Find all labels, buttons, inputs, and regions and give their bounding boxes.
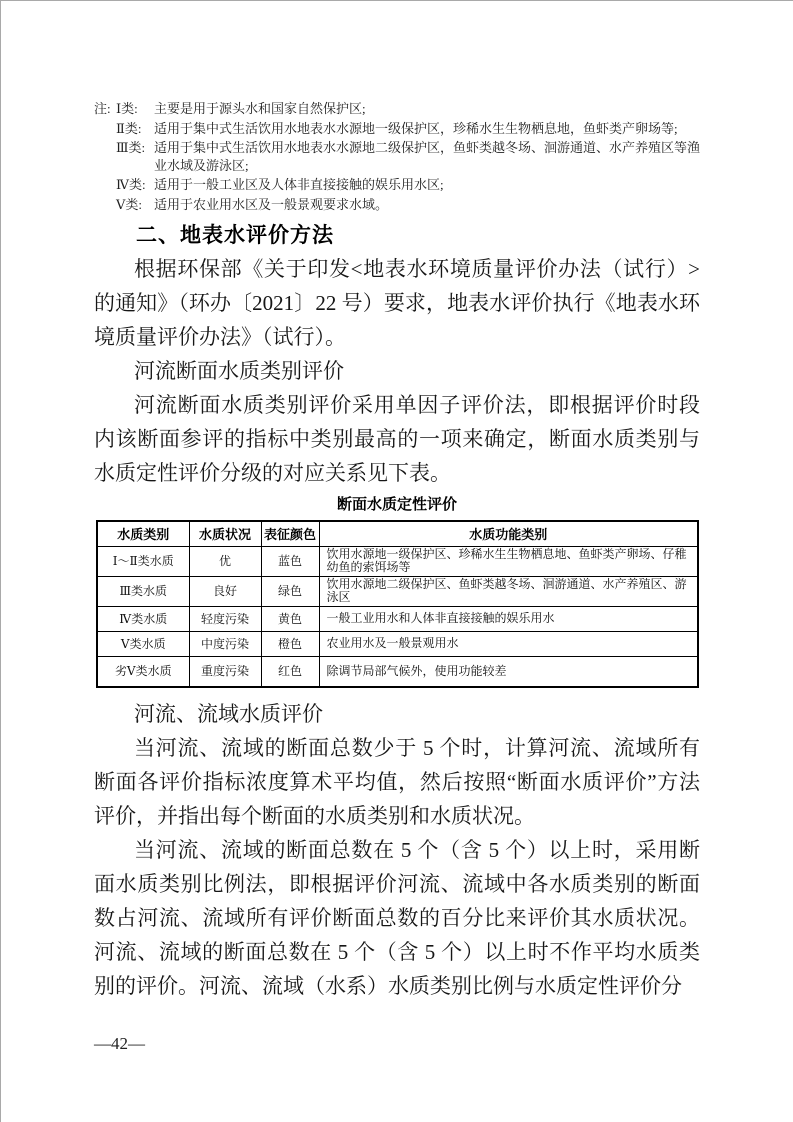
cell-status: 良好 <box>189 576 261 606</box>
cell-class: Ⅲ类水质 <box>97 576 189 606</box>
paragraph-few-sections: 当河流、流域的断面总数少于 5 个时，计算河流、流域所有断面各评价指标浓度算术平均值，然后按照“断面水质评价”方法评价，并指出每个断面的水质类别和水质状况。 <box>94 736 700 828</box>
paragraph-basis: 根据环保部《关于印发<地表水环境质量评价办法（试行）>的通知》（环办〔2021〕22 号）要求，地表水评价执行《地表水环境质量评价办法》（试行）。 <box>94 257 700 349</box>
table-row <box>97 606 698 631</box>
note-text-class2: 适用于集中式生活饮用水地表水水源地一级保护区，珍稀水生生物栖息地，鱼虾类产卵场等; <box>154 120 678 136</box>
table-row <box>97 631 698 656</box>
cell-class: Ⅴ类水质 <box>97 631 189 656</box>
note-item <box>116 139 700 174</box>
col-header-water-class: 水质类别 <box>97 521 189 546</box>
note-label-class5: Ⅴ类: <box>116 196 143 212</box>
note-label-class4: Ⅳ类: <box>116 177 146 192</box>
note-label-class2: Ⅱ类: <box>116 120 142 136</box>
note-text-class4: 适用于一般工业区及人体非直接接触的娱乐用水区; <box>154 177 444 192</box>
note-prefix: 注: <box>94 101 111 116</box>
table-title: 断面水质定性评价 <box>336 496 457 513</box>
cell-function: 农业用水及一般景观用水 <box>319 631 698 656</box>
table-row <box>97 546 698 576</box>
note-label-class1: Ⅰ类: <box>116 101 138 116</box>
col-header-function-class: 水质功能类别 <box>319 521 698 546</box>
cell-color: 橙色 <box>261 631 319 656</box>
note-label-class3: Ⅲ类: <box>116 140 146 155</box>
cell-function: 饮用水源地二级保护区、鱼虾类越冬场、洄游通道、水产养殖区、游泳区 <box>319 576 698 606</box>
subheading-river-basin-eval: 河流、流域水质评价 <box>134 702 323 726</box>
note-item <box>116 176 700 194</box>
note-item <box>116 100 700 118</box>
cell-function: 除调节局部气候外，使用功能较差 <box>319 656 698 687</box>
note-text-class5: 适用于农业用水区及一般景观要求水域。 <box>154 196 389 212</box>
cell-color: 蓝色 <box>261 546 319 576</box>
subheading-section-eval: 河流断面水质类别评价 <box>134 359 344 383</box>
cell-status: 优 <box>189 546 261 576</box>
cell-status: 重度污染 <box>189 656 261 687</box>
cell-color: 绿色 <box>261 576 319 606</box>
note-item <box>116 120 700 138</box>
page-number: —42— <box>94 1034 145 1053</box>
table-row <box>97 576 698 606</box>
note-text-class1: 主要是用于源头水和国家自然保护区; <box>154 101 366 116</box>
paragraph-section-method: 河流断面水质类别评价采用单因子评价法，即根据评价时段内该断面参评的指标中类别最高的一项来确定，断面水质类别与水质定性评价分级的对应关系见下表。 <box>94 393 700 485</box>
notes-block <box>94 100 700 213</box>
section-heading: 二、地表水评价方法 <box>136 224 334 247</box>
water-quality-table <box>96 520 699 688</box>
cell-function: 饮用水源地一级保护区、珍稀水生生物栖息地、鱼虾类产卵场、仔稚幼鱼的索饵场等 <box>319 546 698 576</box>
cell-class: 劣Ⅴ类水质 <box>97 656 189 687</box>
table-header-row <box>97 521 698 546</box>
table-row <box>97 656 698 687</box>
cell-color: 红色 <box>261 656 319 687</box>
paragraph-many-sections: 当河流、流域的断面总数在 5 个（含 5 个）以上时，采用断面水质类别比例法，即根据评价河流、流域中各水质类别的断面数占河流、流域所有评价断面总数的百分比来评价其水质状况。河流、流域的断面总数在 5 个（含 5 个）以上时不作平均水质类别的评价。河流、流域（水系）水质类别比例与水质定性评价分 <box>94 838 700 998</box>
note-item <box>116 196 700 214</box>
cell-status: 轻度污染 <box>189 606 261 631</box>
cell-class: Ⅰ～Ⅱ类水质 <box>97 546 189 576</box>
col-header-water-status: 水质状况 <box>189 521 261 546</box>
cell-function: 一般工业用水和人体非直接接触的娱乐用水 <box>319 606 698 631</box>
col-header-color-code: 表征颜色 <box>261 521 319 546</box>
page-content <box>1 100 793 1055</box>
cell-color: 黄色 <box>261 606 319 631</box>
cell-class: Ⅳ类水质 <box>97 606 189 631</box>
cell-status: 中度污染 <box>189 631 261 656</box>
note-text-class3: 适用于集中式生活饮用水地表水水源地二级保护区，鱼虾类越冬场、洄游通道、水产养殖区等渔业水域及游泳区; <box>154 140 701 173</box>
